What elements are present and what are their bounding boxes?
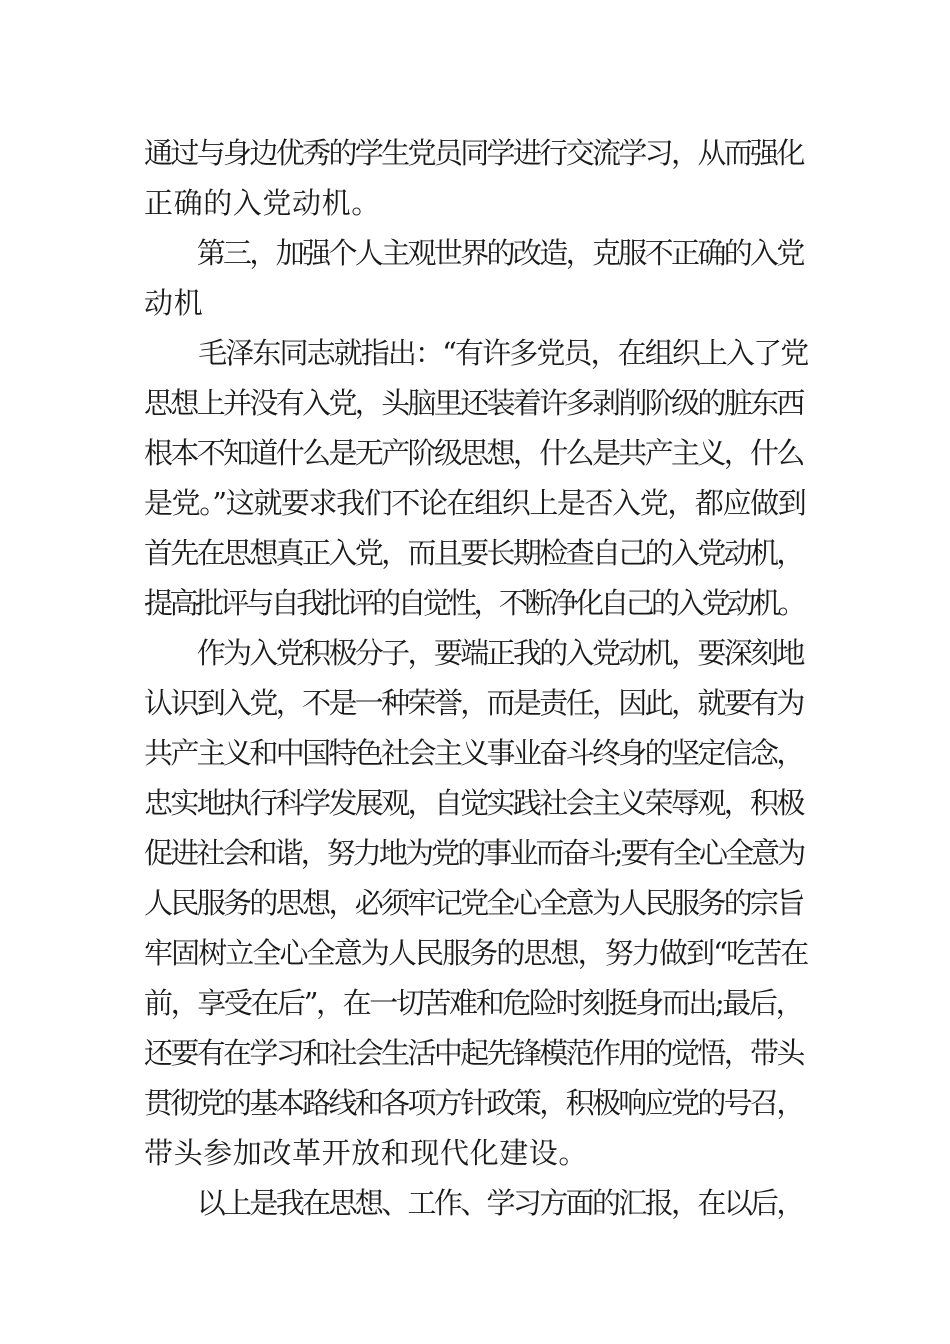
text-line: 是党。”这就要求我们不论在组织上是否入党，都应做到 [144,486,806,520]
text-line: 提高批评与自我批评的自觉性，不断净化自己的入党动机。 [144,586,804,620]
text-line: 前，享受在后”，在一切苦难和危险时刻挺身而出;最后， [144,986,803,1020]
text-line: 共产主义和中国特色社会主义事业奋斗终身的坚定信念， [144,736,803,770]
text-line: 思想上并没有入党，头脑里还装着许多剥削阶级的脏东西 [144,386,803,420]
text-line: 毛泽东同志就指出：“有许多党员，在组织上入了党 [144,336,808,370]
text-line: 首先在思想真正入党，而且要长期检查自己的入党动机， [144,536,803,570]
text-line: 正确的入党动机。 [144,186,381,220]
text-line: 带头参加改革开放和现代化建设。 [144,1136,589,1170]
text-line: 通过与身边优秀的学生党员同学进行交流学习，从而强化 [144,136,803,170]
text-line: 认识到入党，不是一种荣誉，而是责任，因此，就要有为 [144,686,803,720]
text-line: 忠实地执行科学发展观，自觉实践社会主义荣辱观，积极 [144,786,803,820]
text-line: 以上是我在思想、工作、学习方面的汇报，在以后， [144,1186,803,1220]
text-line: 人民服务的思想，必须牢记党全心全意为人民服务的宗旨 [144,886,803,920]
body-text [144,128,808,1228]
text-line: 贯彻党的基本路线和各项方针政策，积极响应党的号召， [144,1086,803,1120]
text-line: 根本不知道什么是无产阶级思想，什么是共产主义，什么 [144,436,803,470]
paragraph-heading-line: 动机 [144,286,204,320]
paragraph-heading-line: 第三，加强个人主观世界的改造，克服不正确的入党 [144,236,803,270]
text-line: 促进社会和谐，努力地为党的事业而奋斗;要有全心全意为 [144,836,804,870]
text-line: 还要有在学习和社会生活中起先锋模范作用的觉悟，带头 [144,1036,803,1070]
text-line: 牢固树立全心全意为人民服务的思想，努力做到“吃苦在 [144,936,808,970]
text-line: 作为入党积极分子，要端正我的入党动机，要深刻地 [144,636,803,670]
